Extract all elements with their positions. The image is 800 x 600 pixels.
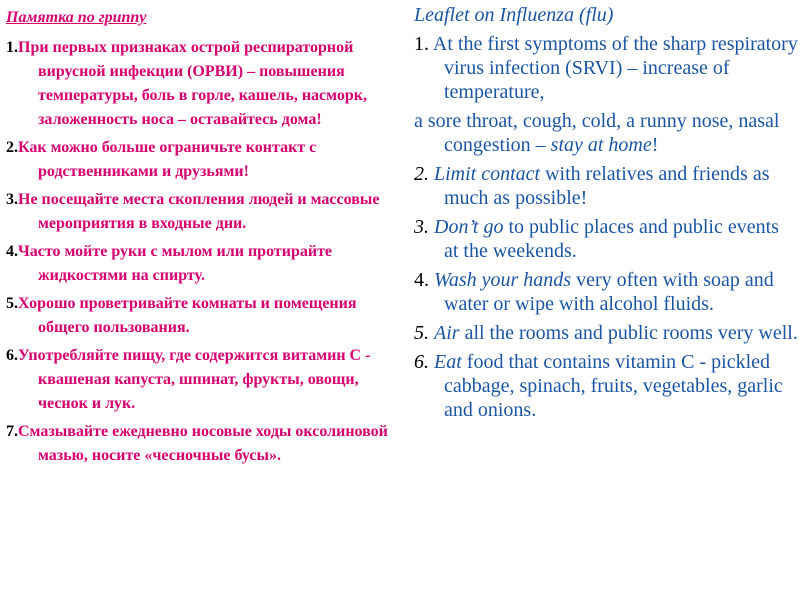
english-item-1: [414, 32, 798, 104]
russian-item-6: [6, 344, 390, 416]
item-number: 3.: [6, 191, 18, 208]
item-text: Как можно больше ограничьте контакт с родственниками и друзьями!: [18, 139, 317, 180]
item-text: to public places and public events at the weekends.: [444, 216, 779, 262]
item-number: 4.: [6, 243, 18, 260]
item-highlight: Wash your hands: [434, 269, 572, 291]
item-text: Употребляйте пищу, где содержится витамин С - квашеная капуста, шпинат, фрукты, овощи, чеснок и лук.: [18, 347, 371, 412]
english-item-3: [414, 215, 798, 263]
item-number: 4.: [414, 269, 429, 291]
item-number: 2.: [6, 139, 18, 156]
item-text: very often with soap and water or wipe with alcohol fluids.: [444, 269, 774, 315]
item-highlight: Limit contact: [434, 163, 541, 185]
item-number: 6.: [414, 351, 429, 373]
russian-item-1: [6, 36, 390, 132]
english-item-1-continued: [414, 109, 798, 157]
english-leaflet: [414, 2, 798, 427]
russian-item-7: [6, 420, 390, 468]
item-highlight: Don’t go: [434, 216, 504, 238]
russian-item-3: [6, 188, 390, 236]
item-number: 1.: [6, 39, 18, 56]
english-item-2: [414, 162, 798, 210]
english-item-5: [414, 321, 798, 345]
russian-title: Памятка по гриппу: [6, 9, 147, 26]
item-number: 3.: [414, 216, 429, 238]
item-highlight: Eat: [434, 351, 462, 373]
item-text: Часто мойте руки с мылом или протирайте жидкостями на спирту.: [18, 243, 333, 284]
english-item-4: [414, 268, 798, 316]
russian-item-5: [6, 292, 390, 340]
item-text: At the first symptoms of the sharp respiratory virus infection (SRVI) – increase of temperature,: [429, 33, 798, 103]
english-item-6: [414, 350, 798, 422]
russian-item-2: [6, 136, 390, 184]
item-number: 1.: [414, 33, 429, 55]
item-number: 6.: [6, 347, 18, 364]
item-text: a sore throat, cough, cold, a runny nose, nasal congestion –: [414, 110, 780, 156]
english-title: Leaflet on Influenza (flu): [414, 4, 614, 26]
item-text: with relatives and friends as much as possible!: [444, 163, 770, 209]
item-text: При первых признаках острой респираторной вирусной инфекции (ОРВИ) – повышения температуры, боль в горле, кашель, насморк, заложенность носа – оставайтесь дома!: [18, 39, 367, 128]
item-number: 7.: [6, 423, 18, 440]
item-text: Смазывайте ежедневно носовые ходы оксолиновой мазью, носите «чесночные бусы».: [18, 423, 388, 464]
item-text: all the rooms and public rooms very well.: [459, 322, 798, 344]
russian-item-4: [6, 240, 390, 288]
item-highlight: stay at home: [550, 134, 652, 156]
item-text: food that contains vitamin C - pickled cabbage, spinach, fruits, vegetables, garlic and onions.: [444, 351, 783, 421]
item-number: 5.: [6, 295, 18, 312]
item-text: Хорошо проветривайте комнаты и помещения общего пользования.: [18, 295, 357, 336]
item-text-end: !: [651, 134, 659, 156]
item-text: Не посещайте места скопления людей и массовые мероприятия в входные дни.: [18, 191, 380, 232]
russian-leaflet: [6, 6, 390, 472]
item-number: 2.: [414, 163, 429, 185]
item-highlight: Air: [434, 322, 460, 344]
item-number: 5.: [414, 322, 429, 344]
